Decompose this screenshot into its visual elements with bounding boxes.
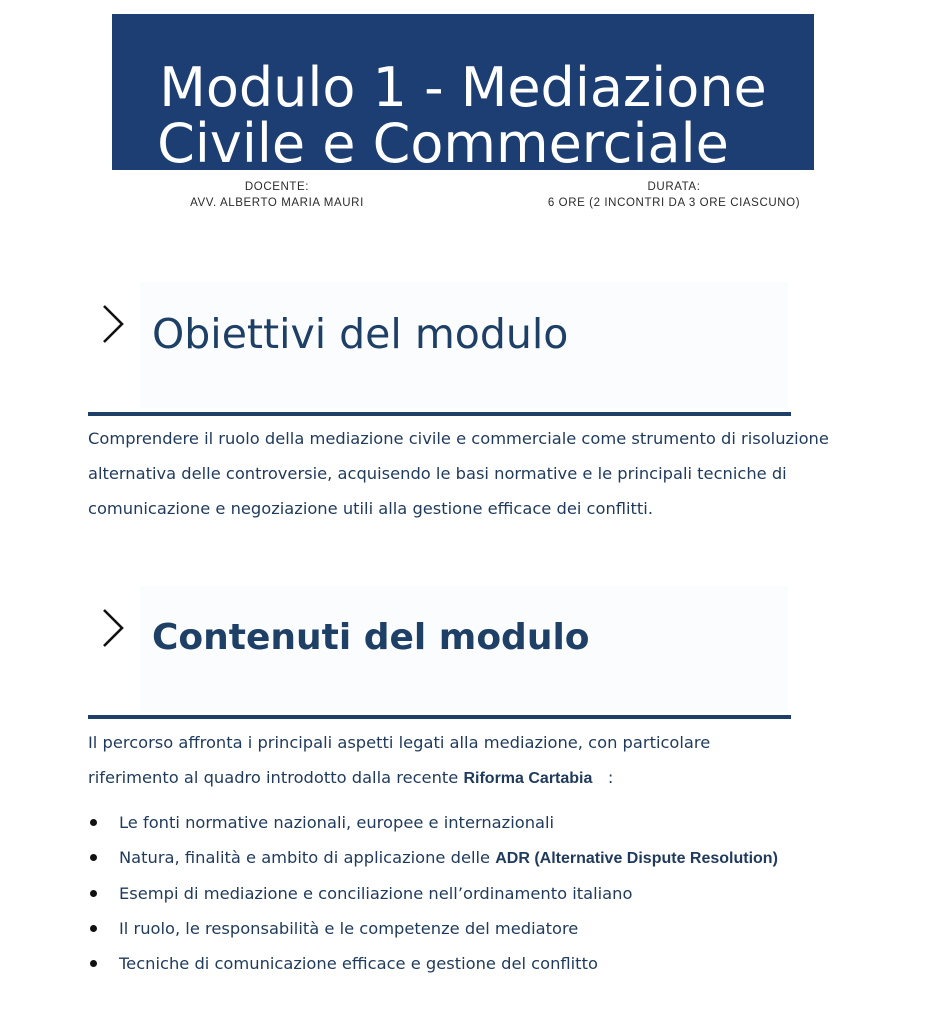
bullet-icon [90, 819, 97, 826]
docente-label: DOCENTE: [244, 181, 310, 193]
contents-title: Contenuti del modulo [152, 617, 590, 658]
page-title-line2: Civile e Commerciale [157, 112, 729, 175]
docente-value: AVV. ALBERTO MARIA MAURI [190, 197, 364, 209]
chevron-right-icon [98, 302, 128, 346]
list-item [88, 876, 828, 911]
objectives-divider [88, 412, 791, 416]
contents-divider [88, 715, 791, 719]
bullet-icon [90, 890, 97, 897]
title-banner [112, 14, 814, 175]
list-item [88, 805, 828, 840]
durata-value: 6 ORE (2 INCONTRI DA 3 ORE CIASCUNO) [547, 197, 801, 209]
list-item-text: Esempi di mediazione e conciliazione nell’ordinamento italiano [119, 884, 633, 903]
list-item [88, 946, 828, 981]
bullet-icon [90, 854, 97, 861]
list-item [88, 911, 828, 946]
objectives-text: Comprendere il ruolo della mediazione civile e commerciale come strumento di risoluzione alternativa delle controversie, acquisendo le basi normative e le principali tecniche di comunicazione e negoziazione utili alla gestione efficace dei conflitti. [88, 429, 829, 518]
list-item-text: Tecniche di comunicazione efficace e gestione del conflitto [119, 954, 598, 973]
durata-label: DURATA: [647, 181, 701, 193]
list-item-text: Le fonti normative nazionali, europee e internazionali [119, 813, 555, 832]
list-item [88, 840, 828, 876]
contents-intro-end: : [592, 768, 614, 787]
page-title-line1: Modulo 1 - Mediazione [159, 56, 767, 119]
durata-info [526, 179, 822, 211]
chevron-right-icon [98, 606, 128, 650]
contents-intro-text: Il percorso affronta i principali aspetti legati alla mediazione, con particolare riferimento al quadro introdotto dalla recente [88, 733, 711, 787]
docente-info [170, 179, 384, 211]
bullet-icon [90, 960, 97, 967]
contents-intro [88, 725, 788, 796]
bullet-icon [90, 925, 97, 932]
cartabia-reform-label: Riforma Cartabia [463, 770, 593, 787]
contents-list [88, 805, 828, 981]
adr-label: ADR (Alternative Dispute Resolution) [495, 850, 778, 867]
list-item-text: Natura, finalità e ambito di applicazione delle [119, 848, 496, 867]
objectives-title: Obiettivi del modulo [152, 310, 569, 358]
list-item-text: Il ruolo, le responsabilità e le competenze del mediatore [119, 919, 579, 938]
